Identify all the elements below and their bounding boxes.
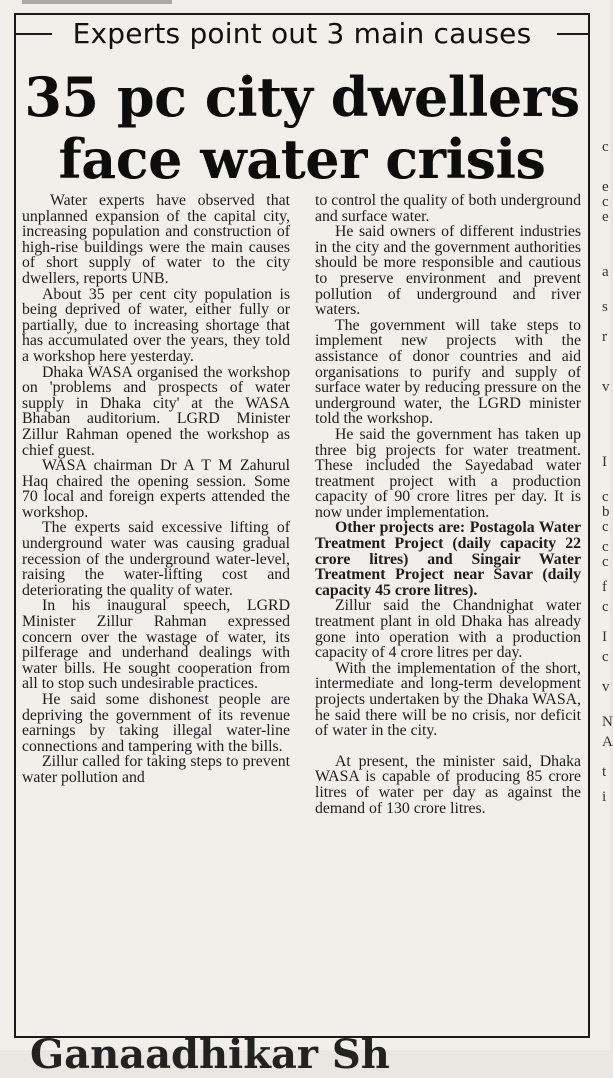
adjacent-letter: c <box>602 139 609 155</box>
adjacent-letter: c <box>602 599 609 615</box>
paragraph: The government will take steps to implement new projects with the assistance of donor countries and aid organisations to purify and supply of surface water by reducing pressure on the underground water, the LGRD minister told the workshop. <box>315 316 581 428</box>
adjacent-letter: c <box>602 489 609 505</box>
adjacent-letter: N <box>602 714 613 730</box>
paragraph: At present, the minister said, Dhaka WASA is capable of producing 85 crore litres of water per day as against the demand of 130 crore litres. <box>315 752 581 817</box>
paragraph: In his inaugural speech, LGRD Minister Zillur Rahman expressed concern over the wastage of water, its pilferage and underhand dealings with water bills. He sought cooperation from all to stop such undesirable practices. <box>22 597 290 693</box>
paragraph: He said the government has taken up three big projects for water treatment. These included the Sayedabad water treatment project with a production capacity of 90 crore litres per day. It is now under implementation. <box>315 425 581 521</box>
adjacent-letter: e <box>602 179 609 195</box>
adjacent-letter: c <box>602 554 609 570</box>
kicker-headline: Experts point out 3 main causes <box>72 17 532 50</box>
paragraph: Water experts have observed that unplanned expansion of the capital city, increasing population and construction of high-rise buildings were the main causes of short supply of water to the city dwellers, reports UNB. <box>22 192 290 287</box>
paragraph: The experts said excessive lifting of underground water was causing gradual recession of the underground water-level, raising the water-lifting cost and deteriorating the quality of water. <box>22 519 290 599</box>
body-column-left <box>22 193 290 786</box>
adjacent-letter: r <box>602 329 607 345</box>
adjacent-letter: c <box>602 194 609 210</box>
headline-line-2: face water crisis <box>58 127 546 191</box>
paragraph: He said some dishonest people are depriving the government of its revenue earnings by taking illegal water-line connections and tampering with the bills. <box>22 691 290 755</box>
paragraph: Zillur said the Chandnighat water treatment plant in old Dhaka has already gone into operation with a production capacity of 4 crore litres per day. <box>315 597 581 662</box>
body-column-right <box>315 193 581 816</box>
adjacent-letter: v <box>602 679 610 695</box>
adjacent-letter: b <box>602 504 610 520</box>
paragraph: With the implementation of the short, intermediate and long-term development projects undertaken by the Dhaka WASA, he said there will be no crisis, nor deficit of water in the city. <box>315 659 581 740</box>
paragraph: He said owners of different industries in the city and the government authorities should be more responsible and cautious to preserve environment and prevent pollution of underground and river waters. <box>315 223 581 319</box>
paragraph: About 35 per cent city population is being deprived of water, either fully or partially, due to increasing shortage that has accumulated over the years, they told a workshop here yesterday. <box>22 285 290 365</box>
next-headline-fragment: Ganaadhikar Sh <box>30 1031 390 1078</box>
adjacent-letter: s <box>602 299 608 315</box>
adjacent-letter: f <box>602 579 607 595</box>
adjacent-letter: c <box>602 519 609 535</box>
adjacent-letter: c <box>602 539 609 555</box>
torn-top-edge <box>22 0 172 4</box>
adjacent-letter: A <box>602 734 613 750</box>
headline-line-1: 35 pc city dwellers <box>24 65 580 129</box>
paragraph-projects: Other projects are: Postagola Water Treatment Project (daily capacity 22 crore litres) and Singair Water Treatment Project near Savar (daily capacity 45 crore litres). <box>315 519 581 599</box>
paragraph: Zillur called for taking steps to prevent water pollution and <box>22 753 290 786</box>
adjacent-letter: t <box>602 764 607 780</box>
paragraph: WASA chairman Dr A T M Zahurul Haq chaired the opening session. Some 70 local and foreign experts attended the workshop. <box>22 457 290 521</box>
adjacent-letter: c <box>602 649 609 665</box>
adjacent-column-edge <box>596 0 613 1050</box>
adjacent-letter: i <box>602 789 607 805</box>
next-article-headline-cut <box>30 1031 590 1078</box>
adjacent-letter: I <box>602 629 607 645</box>
adjacent-letter: a <box>602 264 609 280</box>
adjacent-letter: e <box>602 209 609 225</box>
adjacent-letter: v <box>602 379 610 395</box>
paragraph: Dhaka WASA organised the workshop on 'problems and prospects of water supply in Dhaka city' at the WASA Bhaban auditorium. LGRD Minister Zillur Rahman opened the workshop as chief guest. <box>22 363 290 459</box>
paragraph: to control the quality of both underground and surface water. <box>315 192 581 225</box>
adjacent-letter: I <box>602 454 607 470</box>
